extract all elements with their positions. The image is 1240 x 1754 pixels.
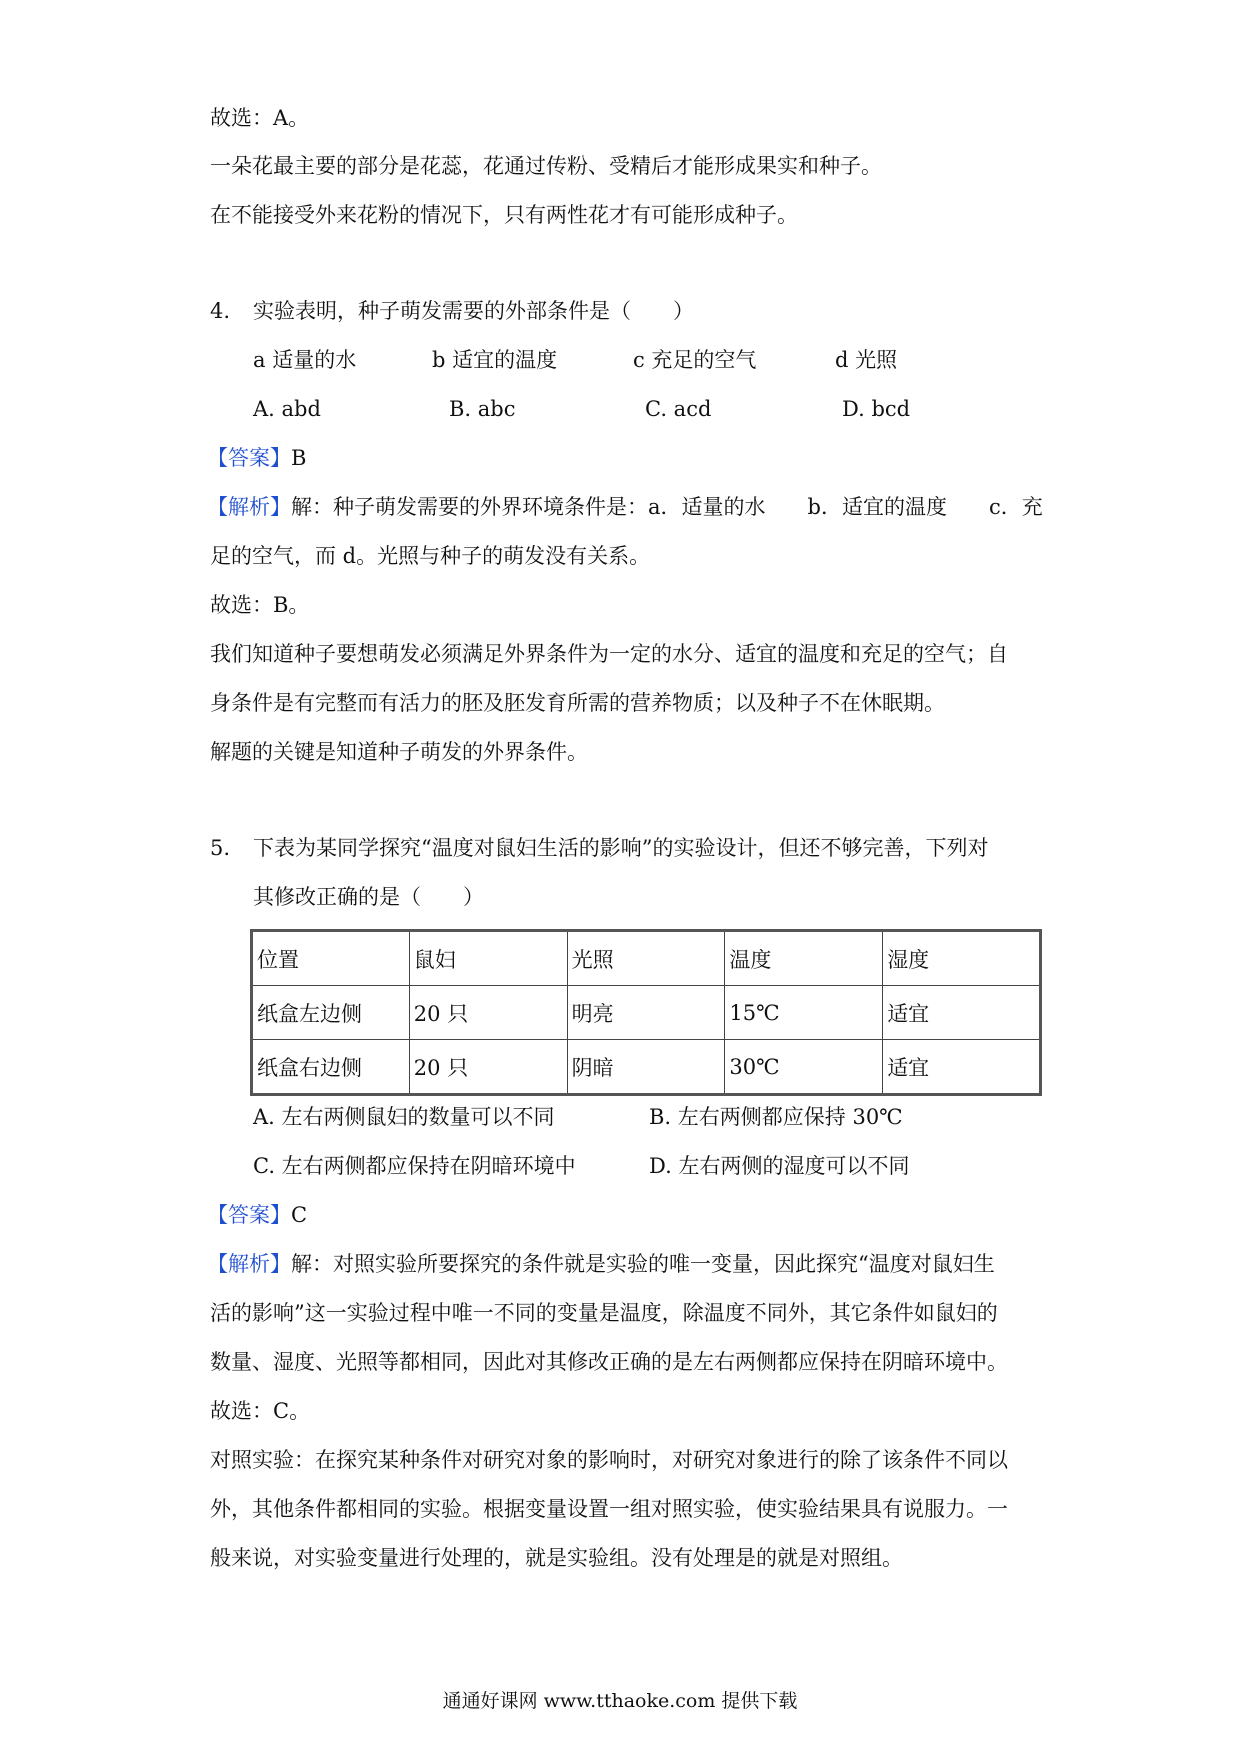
condition-item: b 适宜的温度 (432, 348, 558, 372)
note-text: 我们知道种子要想萌发必须满足外界条件为一定的水分、适宜的温度和充足的空气；自 (210, 642, 1008, 666)
text-line: 在不能接受外来花粉的情况下，只有两性花才有可能形成种子。 (210, 203, 798, 227)
condition-item: d 光照 (835, 348, 898, 372)
option-a: A. 左右两侧鼠妇的数量可以不同 (253, 1105, 555, 1129)
analysis-tag: 【解析】 (207, 1252, 291, 1276)
table-header-cell: 位置 (252, 931, 410, 986)
experiment-table (250, 929, 1042, 1096)
table-cell: 纸盒左边侧 (252, 986, 410, 1040)
answer-tag: 【答案】 (207, 446, 291, 470)
table-cell: 30℃ (725, 1040, 883, 1095)
table-cell: 纸盒右边侧 (252, 1040, 410, 1095)
answer-line (207, 443, 306, 473)
note-text: 身条件是有完整而有活力的胚及胚发育所需的营养物质；以及种子不在休眠期。 (210, 691, 945, 715)
table-cell: 15℃ (725, 986, 883, 1040)
note-text: 般来说，对实验变量进行处理的，就是实验组。没有处理是的就是对照组。 (210, 1546, 903, 1570)
answer-value: C (291, 1203, 308, 1227)
table-cell: 适宜 (883, 986, 1041, 1040)
table-header-row (252, 931, 1041, 986)
option-c: C. 左右两侧都应保持在阴暗环境中 (253, 1154, 576, 1178)
answer-value: B (291, 446, 307, 470)
condition-item: c 充足的空气 (633, 348, 757, 372)
option-c: C. acd (645, 397, 712, 421)
analysis-text: 活的影响”这一实验过程中唯一不同的变量是温度，除温度不同外，其它条件如鼠妇的 (210, 1301, 998, 1325)
analysis-line (207, 492, 1043, 522)
analysis-line (207, 1249, 995, 1279)
table-row (252, 1040, 1041, 1095)
answer-line (207, 1200, 307, 1230)
table-cell: 阴暗 (567, 1040, 725, 1095)
analysis-tag: 【解析】 (207, 495, 291, 519)
condition-item: a 适量的水 (253, 348, 357, 372)
table-header-cell: 光照 (567, 931, 725, 986)
table-row (252, 986, 1041, 1040)
question-stem: 其修改正确的是（ ） (253, 885, 484, 909)
analysis-text: 足的空气，而 d。光照与种子的萌发没有关系。 (210, 544, 651, 568)
table-header-cell: 温度 (725, 931, 883, 986)
question-number: 4. (210, 299, 231, 323)
note-text: 解题的关键是知道种子萌发的外界条件。 (210, 740, 588, 764)
table-header-cell: 鼠妇 (409, 931, 567, 986)
answer-tag: 【答案】 (207, 1203, 291, 1227)
analysis-text: 数量、湿度、光照等都相同，因此对其修改正确的是左右两侧都应保持在阴暗环境中。 (210, 1350, 1008, 1374)
table-header-cell: 湿度 (883, 931, 1041, 986)
note-text: 外，其他条件都相同的实验。根据变量设置一组对照实验，使实验结果具有说服力。一 (210, 1497, 1008, 1521)
option-b: B. abc (449, 397, 516, 421)
analysis-text: 解：种子萌发需要的外界环境条件是：a．适量的水 b．适宜的温度 c．充 (291, 495, 1043, 519)
option-a: A. abd (253, 397, 321, 421)
question-stem: 下表为某同学探究“温度对鼠妇生活的影响”的实验设计，但还不够完善，下列对 (253, 836, 989, 860)
choose-line: 故选：C。 (210, 1399, 311, 1423)
option-b: B. 左右两侧都应保持 30℃ (649, 1105, 903, 1129)
page-footer: 通通好课网 www.tthaoke.com 提供下载 (442, 1690, 798, 1712)
option-d: D. 左右两侧的湿度可以不同 (649, 1154, 910, 1178)
note-text: 对照实验：在探究某种条件对研究对象的影响时，对研究对象进行的除了该条件不同以 (210, 1448, 1008, 1472)
table-cell: 明亮 (567, 986, 725, 1040)
table-cell: 20 只 (409, 986, 567, 1040)
question-stem: 实验表明，种子萌发需要的外部条件是（ ） (253, 299, 694, 323)
text-line: 一朵花最主要的部分是花蕊，花通过传粉、受精后才能形成果实和种子。 (210, 154, 882, 178)
analysis-text: 解：对照实验所要探究的条件就是实验的唯一变量，因此探究“温度对鼠妇生 (291, 1252, 995, 1276)
table-cell: 20 只 (409, 1040, 567, 1095)
choose-line: 故选：A。 (210, 106, 310, 130)
choose-line: 故选：B。 (210, 593, 310, 617)
option-d: D. bcd (842, 397, 911, 421)
question-number: 5. (210, 836, 231, 860)
table-cell: 适宜 (883, 1040, 1041, 1095)
